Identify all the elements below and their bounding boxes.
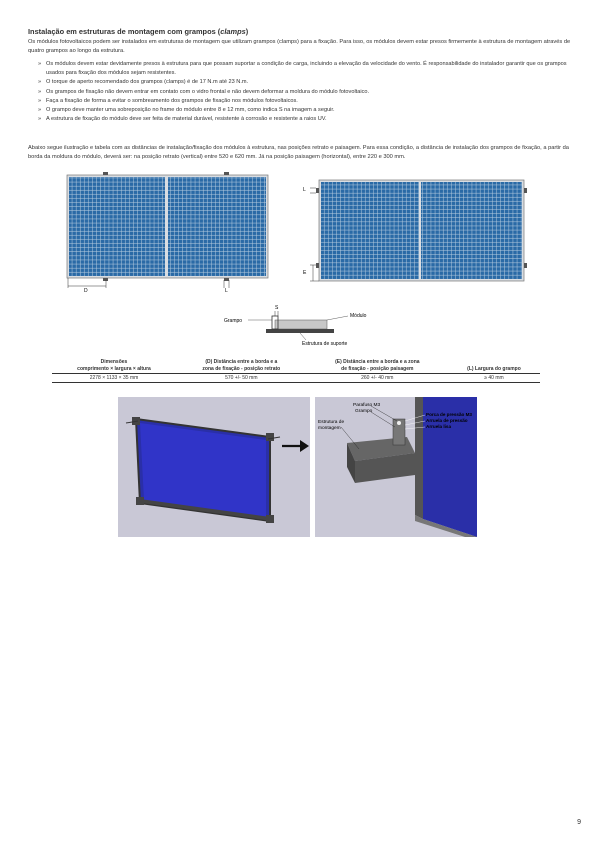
table-header-l: (L) Largura do grampo <box>448 358 540 374</box>
table-header-dimensions: Dimensões comprimento × largura × altura <box>52 358 176 374</box>
screw-label: Parafuso M3 <box>353 403 381 408</box>
mounting-structure-label-1: Estrutura de <box>318 420 345 425</box>
lock-washer-label: Arruela de pressão <box>426 418 468 423</box>
module-label: Módulo <box>350 313 367 319</box>
landscape-module-diagram <box>300 177 532 287</box>
list-item: » Faça a fixação de forma a evitar o sombreamento dos grampos de fixação nos módulos fotovoltaicos. <box>38 97 568 106</box>
dimension-d-label: D <box>84 288 88 294</box>
clamp-bottom-1 <box>103 278 108 281</box>
clamp-section-diagram <box>220 300 390 348</box>
clamp-right-2 <box>524 263 527 268</box>
portrait-module-diagram <box>60 170 275 295</box>
cell-grid-left <box>321 182 419 279</box>
clamp-top-2 <box>224 172 229 175</box>
cell-grid-left <box>69 177 165 276</box>
bullet-list <box>38 60 568 124</box>
cell-grid-right <box>168 177 266 276</box>
module-photo <box>118 397 310 537</box>
list-item: » O torque de aperto recomendado dos grampos (clamps) é de 17 N.m até 23 N.m. <box>38 78 568 87</box>
module-section <box>275 320 327 329</box>
overlap-s-label: S <box>275 305 279 311</box>
list-item: » O grampo deve manter uma sobreposição no frame do módulo entre 8 e 12 mm, como indica S na imagem a seguir. <box>38 106 568 115</box>
cell-grid-right <box>421 182 522 279</box>
clamp-right-1 <box>524 188 527 193</box>
spec-table <box>52 358 540 383</box>
intro-paragraph: Os módulos fotovoltaicos podem ser instalados em estruturas de montagem que utilizam grampos (clamps) para a fixação. Para isso, os módulos devem estar presos firmemente à estrutura de montagem através de quatro grampos ao longo da estrutura. <box>28 39 571 54</box>
flat-washer-label: Arruela lisa <box>426 424 452 429</box>
clamp-top-1 <box>103 172 108 175</box>
dimension-l-label: L <box>303 187 306 193</box>
mounting-structure-label-2: montagem <box>318 426 341 431</box>
clamp-bottom-2 <box>224 278 229 281</box>
arrow-right-icon <box>280 438 310 454</box>
list-item: » A estrutura de fixação do módulo deve ser feita de material durável, resistente à corrosão e resistente a raios UV. <box>38 115 568 124</box>
dimension-e-label: E <box>303 270 307 276</box>
clamp-label: Grampo <box>355 409 373 414</box>
list-item: » Os módulos devem estar devidamente presos à estrutura para que possam suportar a condição de carga, incluindo a elevação da velocidade do vento. É responsabilidade do instalador garantir que os grampos usados para fixação dos módulos sejam resistentes. <box>38 60 568 78</box>
clamp-corner-2 <box>266 433 274 441</box>
table-row: 2278 × 1133 × 35 mm 570 +/- 50 mm 260 +/- 40 mm ≥ 40 mm <box>52 374 540 383</box>
page-number: 9 <box>577 819 581 826</box>
table-header-d: (D) Distância entre a borda e a zona de fixação - posição retrato <box>176 358 307 374</box>
nut-label: Porca de pressão M3 <box>426 412 472 417</box>
clamp-corner-4 <box>266 515 274 523</box>
clamp-left-2 <box>316 263 319 268</box>
clamp-label: Grampo <box>224 318 243 324</box>
list-item: » Os grampos de fixação não devem entrar em contato com o vidro frontal e não devem deformar a moldura do módulo fotovoltaico. <box>38 88 568 97</box>
support-structure-label: Estrutura de suporte <box>302 341 348 347</box>
clamp-left-1 <box>316 188 319 193</box>
dimension-l-label: L <box>225 288 228 294</box>
table-header-e: (E) Distância entre a borda e a zona de fixação - posição paisagem <box>307 358 448 374</box>
installation-paragraph: Abaixo segue ilustração e tabela com as distâncias de instalação/fixação dos módulos à estrutura, nas posições retrato e paisagem. Para essa condição, a distância de instalação dos grampos de fixação, a partir da borda da moldura do módulo, deverá ser: na posição retrato (vertical) entre 520 e 620 mm. Já na posição paisagem (horizontal), entre 220 e 300 mm. <box>28 145 569 160</box>
section-title: Instalação em estruturas de montagem com grampos (clamps) <box>28 27 249 36</box>
support-structure <box>266 329 334 333</box>
clamp-detail-photo <box>315 397 477 537</box>
clamp-corner-3 <box>136 497 144 505</box>
